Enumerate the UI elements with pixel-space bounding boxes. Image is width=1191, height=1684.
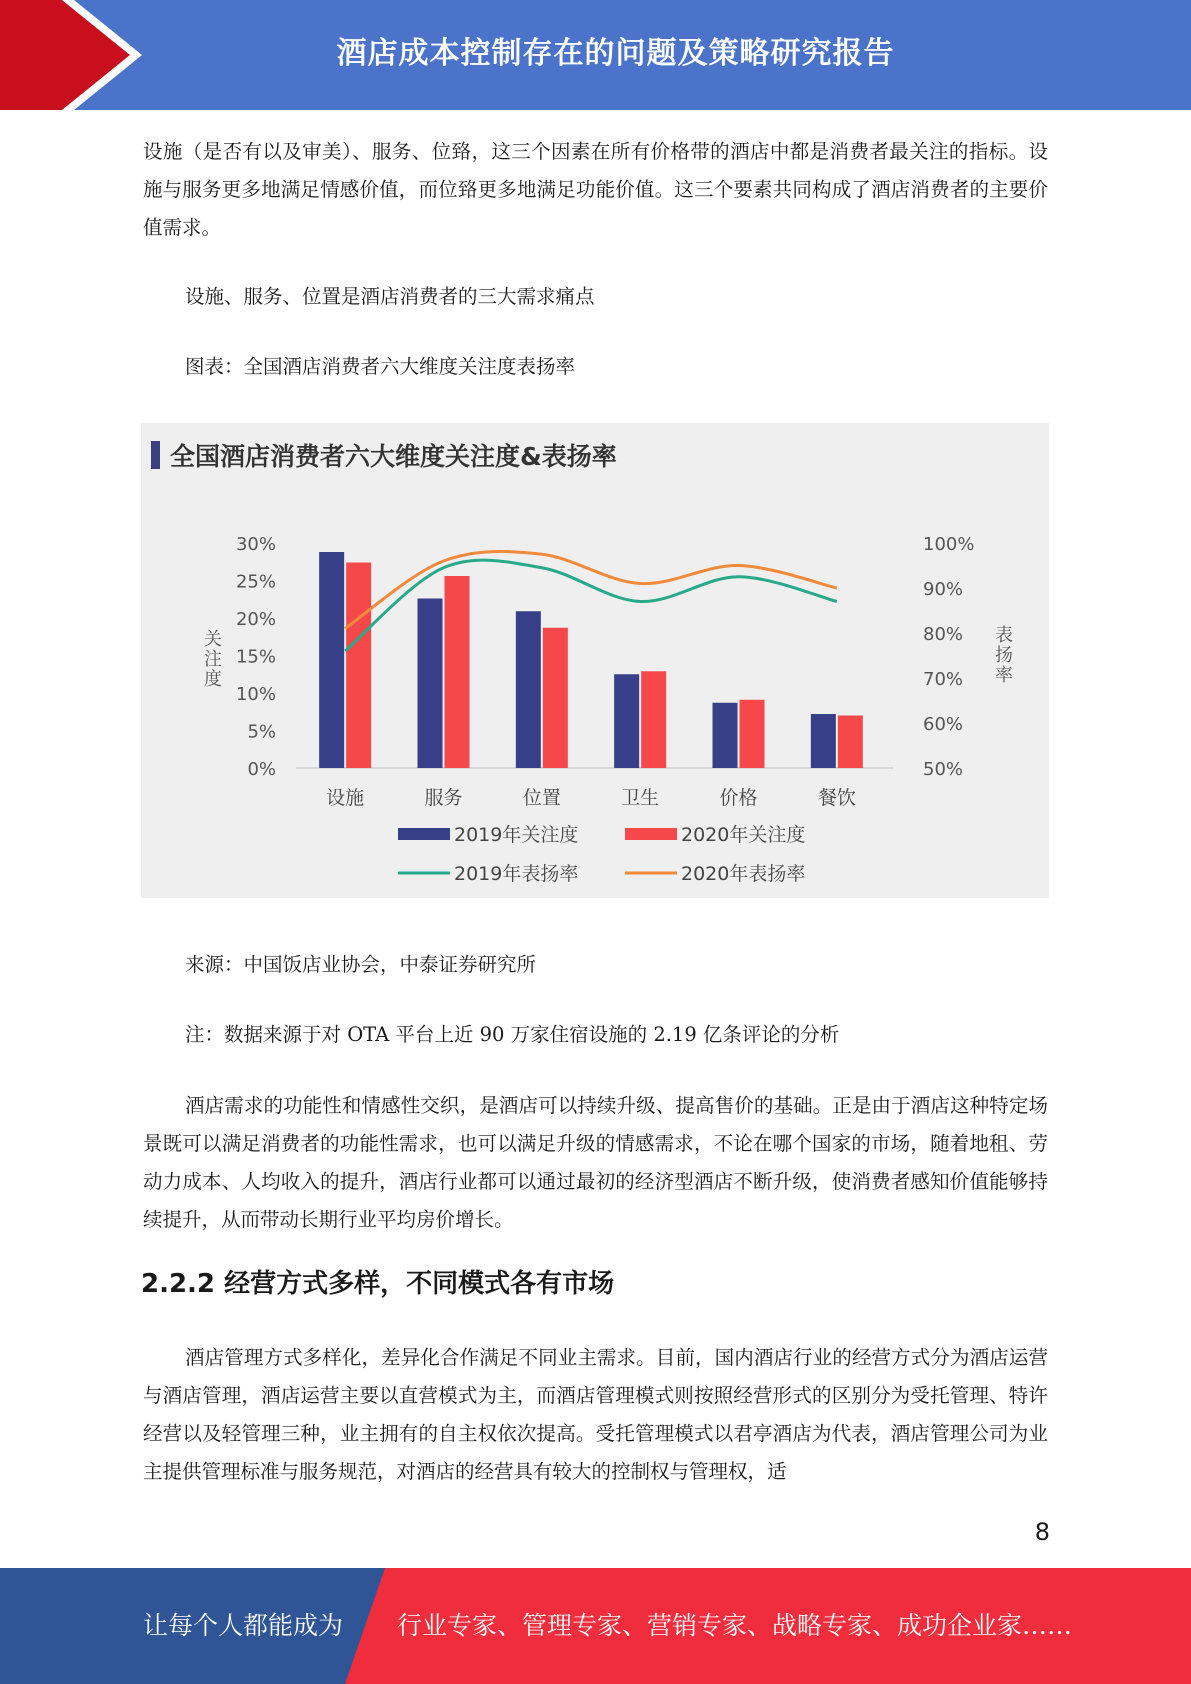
- bar-2020-5: [838, 716, 863, 769]
- y-axis-label-char: 注: [204, 649, 222, 670]
- y-axis-label-char: 度: [204, 669, 222, 690]
- bar-2020-4: [740, 700, 765, 768]
- bar-2019-2: [516, 611, 541, 768]
- y-tick-label: 0%: [247, 759, 276, 780]
- chart-svg: [141, 423, 1049, 898]
- legend-label-0: 2019年关注度: [454, 824, 579, 846]
- legend-swatch-1: [625, 828, 677, 840]
- y-tick-label: 25%: [235, 571, 276, 593]
- footer-slogan-right: 行业专家、管理专家、营销专家、战略专家、成功企业家……: [397, 1611, 1073, 1640]
- bar-2019-1: [418, 599, 443, 769]
- bar-2020-3: [641, 671, 666, 768]
- y-tick-label: 10%: [235, 684, 276, 705]
- y-axis-label-char: 关: [204, 629, 222, 650]
- bar-2019-3: [614, 674, 639, 768]
- x-tick-label: 服务: [424, 787, 463, 809]
- chart-caption: 图表：全国酒店消费者六大维度关注度表扬率: [185, 355, 576, 378]
- x-tick-label: 餐饮: [817, 787, 856, 809]
- bar-2019-4: [713, 703, 738, 768]
- y-tick-label: 15%: [235, 646, 276, 668]
- bar-2020-1: [445, 576, 470, 768]
- y2-tick-label: 100%: [923, 534, 975, 555]
- bar-2019-0: [319, 552, 344, 768]
- note-line: 注：数据来源于对 OTA 平台上近 90 万家住宿设施的 2.19 亿条评论的分析: [185, 1023, 840, 1046]
- y2-tick-label: 50%: [923, 759, 964, 780]
- bar-2020-0: [346, 563, 371, 769]
- legend-swatch-0: [398, 828, 450, 840]
- x-tick-label: 设施: [326, 787, 365, 809]
- section-heading: 2.2.2 经营方式多样，不同模式各有市场: [141, 1269, 615, 1299]
- y2-tick-label: 90%: [923, 579, 964, 600]
- bar-2020-2: [543, 628, 568, 768]
- y-tick-label: 20%: [235, 609, 276, 630]
- legend-label-3: 2020年表扬率: [681, 863, 806, 885]
- chart-title: 全国酒店消费者六大维度关注度&表扬率: [170, 442, 617, 471]
- footer-slogan-left: 让每个人都能成为: [143, 1611, 344, 1640]
- page-header: [0, 0, 1191, 110]
- paragraph-1: 设施（是否有以及审美）、服务、位臵，这三个因素在所有价格带的酒店中都是消费者最关注的指标。设施与服务更多地满足情感价值，而位臵更多地满足功能价值。这三个要素共同构成了酒店消费者的主要价值需求。: [143, 140, 1048, 239]
- page-number: 8: [1034, 1518, 1050, 1546]
- x-tick-label: 价格: [719, 787, 758, 809]
- source-line: 来源：中国饭店业协会，中泰证券研究所: [185, 953, 537, 976]
- y-tick-label: 5%: [247, 721, 276, 743]
- y-tick-label: 30%: [235, 534, 276, 555]
- chart: [141, 423, 1049, 898]
- y2-axis-label-char: 扬: [995, 645, 1013, 666]
- paragraph-2: 酒店需求的功能性和情感性交织，是酒店可以持续升级、提高售价的基础。正是由于酒店这种特定场景既可以满足消费者的功能性需求，也可以满足升级的情感需求，不论在哪个国家的市场，随着地租、劳动力成本、人均收入的提升，酒店行业都可以通过最初的经济型酒店不断升级，使消费者感知价值能够持续提升，从而带动长期行业平均房价增长。: [143, 1094, 1048, 1231]
- y2-tick-label: 60%: [923, 714, 964, 735]
- y2-tick-label: 80%: [923, 624, 964, 645]
- legend-label-1: 2020年关注度: [681, 824, 806, 846]
- pain-point-line: 设施、服务、位置是酒店消费者的三大需求痛点: [185, 285, 595, 308]
- x-tick-label: 卫生: [621, 787, 660, 809]
- y2-axis-label-char: 表: [995, 625, 1013, 646]
- legend-label-2: 2019年表扬率: [454, 863, 579, 885]
- page-footer: [0, 1568, 1191, 1684]
- page-title: 酒店成本控制存在的问题及策略研究报告: [336, 36, 895, 71]
- paragraph-3: 酒店管理方式多样化，差异化合作满足不同业主需求。目前，国内酒店行业的经营方式分为酒店运营与酒店管理，酒店运营主要以直营模式为主，而酒店管理模式则按照经营形式的区别分为受托管理、特许经营以及轻管理三种，业主拥有的自主权依次提高。受托管理模式以君亭酒店为代表，酒店管理公司为业主提供管理标准与服务规范，对酒店的经营具有较大的控制权与管理权，适: [143, 1346, 1048, 1483]
- y2-axis-label-char: 率: [995, 665, 1013, 686]
- y2-tick-label: 70%: [923, 669, 964, 690]
- bar-2019-5: [811, 714, 836, 768]
- chart-title-bar: [151, 441, 160, 469]
- x-tick-label: 位置: [522, 787, 561, 809]
